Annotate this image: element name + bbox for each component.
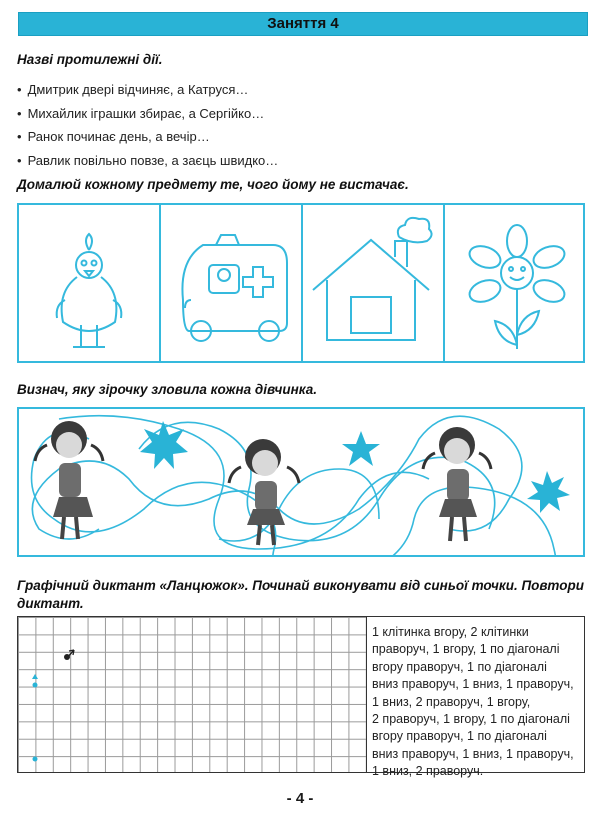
lesson-header: [18, 12, 588, 36]
instruction-line: вниз праворуч, 1 вниз, 1 праворуч,: [372, 677, 574, 692]
list-item: • Михайлик іграшки збирає, а Сергійко…: [17, 102, 278, 126]
tangled-paths: [19, 409, 583, 555]
lesson-title: Заняття 4: [267, 15, 339, 32]
drawing-grid[interactable]: [18, 617, 367, 772]
instruction-line: праворуч, 1 вгору, 1 по діагоналі: [372, 642, 560, 657]
dictation-instructions: [372, 624, 582, 781]
sample-chain-dot: [64, 654, 70, 660]
task4-title-line2: диктант.: [17, 596, 84, 611]
task4-title: [17, 577, 587, 613]
house-outline-icon: [303, 205, 443, 361]
instruction-line: 1 вниз, 2 праворуч, 1 вгору,: [372, 694, 531, 709]
dictation-box: [17, 616, 585, 779]
maze-panel: [17, 407, 585, 557]
drawing-panels: [17, 203, 585, 363]
list-item: • Ранок починає день, а вечір…: [17, 125, 278, 149]
instruction-line: 1 клітинка вгору, 2 клітинки: [372, 625, 529, 639]
instruction-line: вгору праворуч, 1 по діагоналі: [372, 659, 547, 674]
task4-title-line1: Графічний диктант «Ланцюжок». Починай виконувати від синьої точки. Повтори: [17, 578, 584, 593]
task3-title: Визнач, яку зірочку зловила кожна дівчинка.: [17, 382, 318, 397]
instruction-line: 2 праворуч, 1 вгору, 1 по діагоналі: [372, 712, 570, 727]
task2-title: Домалюй кожному предмету те, чого йому не вистачає.: [17, 177, 409, 192]
start-dot-icon: [33, 683, 38, 688]
list-item: • Дмитрик двері відчиняє, а Катруся…: [17, 78, 278, 102]
list-item: • Равлик повільно повзе, а заєць швидко…: [17, 149, 278, 173]
start-dot-icon: [33, 757, 38, 762]
bird-outline-icon: [19, 205, 159, 361]
instruction-line: вгору праворуч, 1 по діагоналі: [372, 729, 547, 744]
opposites-list: [17, 78, 278, 172]
instruction-line: вниз праворуч, 1 вниз, 1 праворуч,: [372, 746, 574, 761]
up-arrow-icon: [32, 674, 38, 679]
instruction-line: 1 вниз, 2 праворуч.: [372, 764, 484, 779]
girl-figure-1: [35, 421, 103, 539]
page-number: - 4 -: [286, 790, 314, 807]
task1-title: Назві протилежні дії.: [17, 52, 163, 67]
ambulance-outline-icon: [161, 205, 301, 361]
flower-outline-icon: [445, 205, 585, 361]
girl-figure-3: [423, 427, 491, 541]
